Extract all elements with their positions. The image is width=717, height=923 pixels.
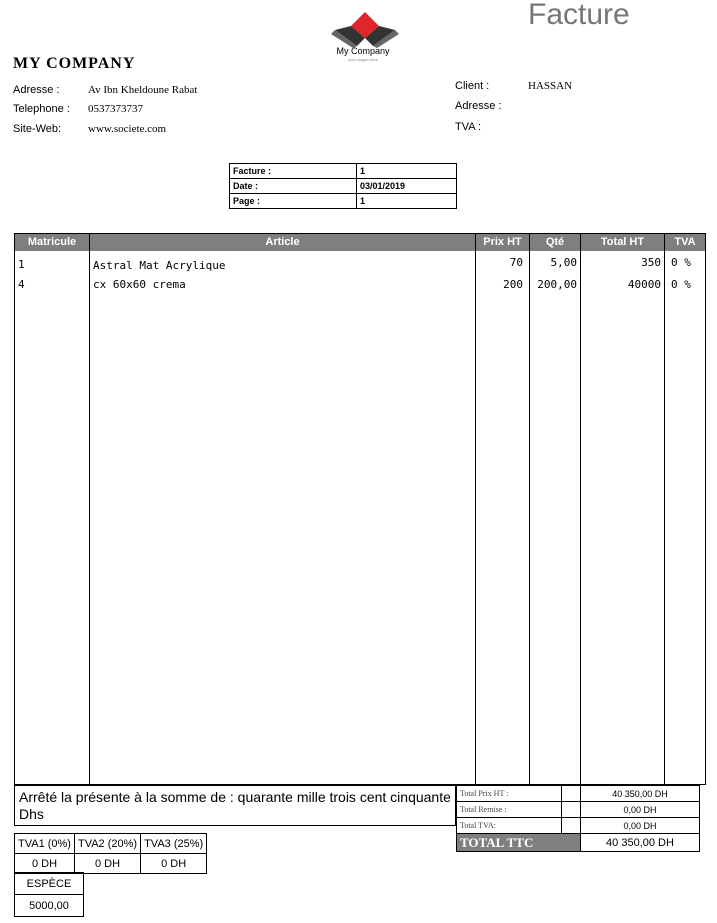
row-prix: 200: [503, 278, 523, 291]
client-address-label: Adresse :: [455, 100, 502, 112]
facture-label: Facture :: [230, 164, 357, 179]
invoice-date: 03/01/2019: [357, 179, 457, 194]
total-ttc-label: TOTAL TTC: [457, 834, 581, 852]
row-tva: 0 %: [671, 278, 691, 291]
total-ht-value: 40 350,00 DH: [581, 786, 700, 802]
tva1-value: 0 DH: [15, 854, 75, 874]
address-label: Adresse :: [13, 84, 60, 96]
tva3-header: TVA3 (25%): [141, 834, 207, 854]
payment-amount: 5000,00: [15, 895, 84, 917]
row-total: 350: [641, 256, 661, 269]
client-label: Client :: [455, 80, 490, 92]
document-title: Facture: [528, 0, 630, 31]
row-tva: 0 %: [671, 256, 691, 269]
date-label: Date :: [230, 179, 357, 194]
client-name: HASSAN: [528, 80, 573, 92]
spacer-cell: [562, 818, 581, 834]
row-article: Astral Mat Acrylique: [93, 259, 226, 272]
company-address: Av Ibn Kheldoune Rabat: [88, 84, 198, 96]
column-divider: [475, 234, 476, 784]
header-matricule: Matricule: [15, 234, 89, 251]
spacer-cell: [562, 802, 581, 818]
total-remise-value: 0,00 DH: [581, 802, 700, 818]
header-prix-ht: Prix HT: [476, 234, 529, 251]
company-phone: 0537373737: [88, 103, 143, 115]
column-divider: [529, 234, 530, 784]
logo-tagline: your slogan here: [348, 57, 378, 62]
website-label: Site-Web:: [13, 123, 62, 135]
payment-table: [14, 872, 84, 917]
header-qte: Qté: [530, 234, 580, 251]
tva3-value: 0 DH: [141, 854, 207, 874]
page-label: Page :: [230, 194, 357, 209]
column-divider: [664, 234, 665, 784]
phone-label: Telephone :: [13, 103, 70, 115]
header-article: Article: [90, 234, 475, 251]
row-total: 40000: [627, 278, 661, 291]
client-tva-label: TVA :: [455, 121, 482, 133]
header-tva: TVA: [665, 234, 705, 251]
row-prix: 70: [509, 256, 523, 269]
total-tva-label: Total TVA:: [457, 818, 562, 834]
column-divider: [89, 234, 90, 784]
tva2-header: TVA2 (20%): [74, 834, 140, 854]
row-qte: 5,00: [550, 256, 577, 269]
row-matricule: 4: [18, 278, 25, 291]
row-article: cx 60x60 crema: [93, 278, 186, 291]
column-divider: [580, 234, 581, 784]
total-ttc-value: 40 350,00 DH: [581, 834, 700, 852]
tva-breakdown-table: [14, 833, 207, 874]
facture-number: 1: [357, 164, 457, 179]
spacer-cell: [562, 786, 581, 802]
total-remise-label: Total Remise :: [457, 802, 562, 818]
totals-table: [456, 785, 700, 852]
amount-in-words: Arrêté la présente à la somme de : quarante mille trois cent cinquante Dhs: [14, 785, 456, 826]
company-name: MY COMPANY: [13, 55, 136, 72]
row-matricule: 1: [18, 258, 25, 271]
tva1-header: TVA1 (0%): [15, 834, 75, 854]
page-number: 1: [357, 194, 457, 209]
invoice-info-box: [229, 163, 457, 209]
row-qte: 200,00: [537, 278, 577, 291]
total-ht-label: Total Prix HT :: [457, 786, 562, 802]
logo-text: My Company: [336, 46, 390, 56]
company-website: www.societe.com: [88, 123, 167, 135]
header-total-ht: Total HT: [581, 234, 664, 251]
tva2-value: 0 DH: [74, 854, 140, 874]
articles-table: [14, 233, 706, 785]
payment-method: ESPÈCE: [15, 873, 84, 895]
total-tva-value: 0,00 DH: [581, 818, 700, 834]
